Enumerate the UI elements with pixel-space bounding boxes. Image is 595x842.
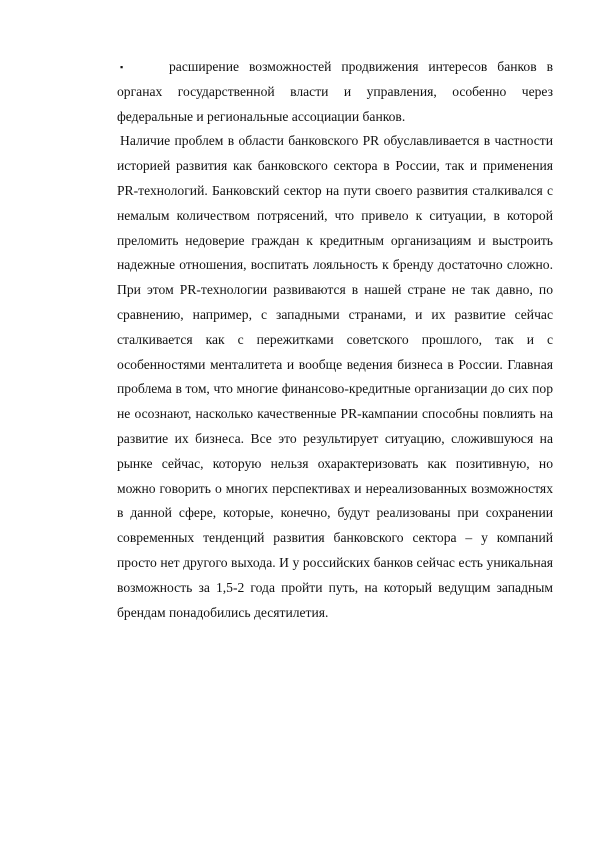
document-page (117, 55, 553, 625)
bullet-item-text: расширение возможностей продвижения интересов банков в органах государственной власти и управления, особенно через федеральные и региональные ассоциации банков. (117, 59, 553, 124)
bullet-list-item (117, 55, 553, 129)
body-paragraph (117, 129, 553, 625)
body-paragraph-text: Наличие проблем в области банковского PR обуславливается в частности историей развития как банковского сектора в России, так и применения PR-технологий. Банковский сектор на пути своего развития сталкивался с немалым количеством потрясений, что привело к ситуации, в которой преломить недоверие граждан к кредитным организациям и выстроить надежные отношения, воспитать лояльность к бренду достаточно сложно. При этом PR-технологии развиваются в нашей стране не так давно, по сравнению, например, с западными странами, и их развитие сейчас сталкивается как с пережитками советского прошлого, так и с особенностями менталитета и вообще ведения бизнеса в России. Главная проблема в том, что многие финансово-кредитные организации до сих пор не осознают, насколько качественные PR-кампании способны повлиять на развитие их бизнеса. Все это результирует ситуацию, сложившуюся на рынке сейчас, которую нельзя охарактеризовать как позитивную, но можно говорить о многих перспективах и нереализованных возможностях в данной сфере, которые, конечно, будут реализованы при сохранении современных тенденций развития банковского сектора – у компаний просто нет другого выхода. И у российских банков сейчас есть уникальная возможность за 1,5-2 года пройти путь, на который ведущим западным брендам понадобились десятилетия. (117, 133, 553, 620)
bullet-marker-icon: ▪ (120, 62, 124, 72)
